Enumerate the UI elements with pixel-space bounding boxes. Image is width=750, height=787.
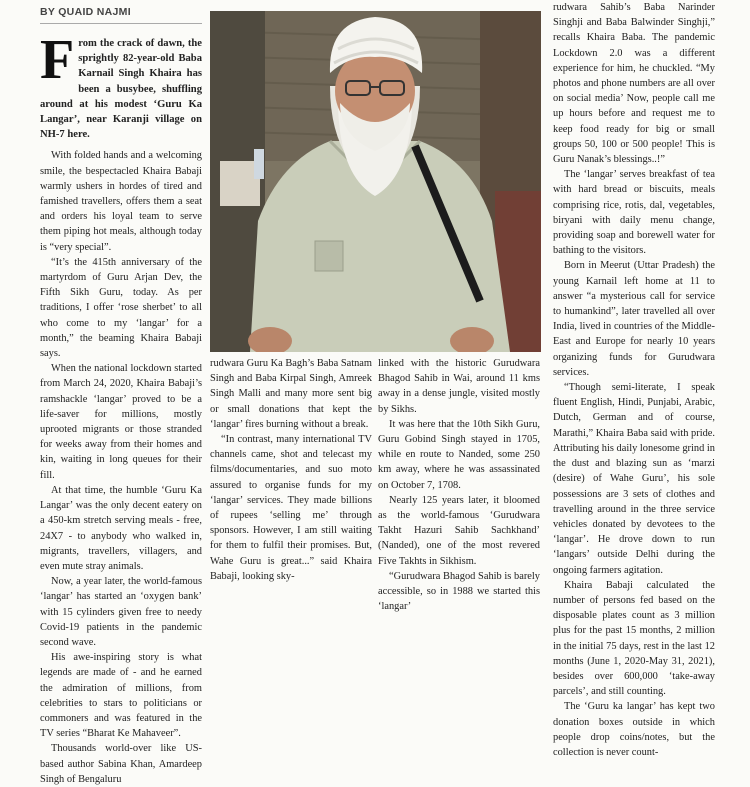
article-column-3 <box>378 356 540 614</box>
article-column-1 <box>40 0 202 787</box>
article-photo <box>210 11 541 352</box>
paragraph: At that time, the humble ‘Guru Ka Langar’ was the only decent eatery on a 450-km stretch serving meals - free, 24X7 - to anybody who walked in, migrants, travellers, villagers, and even mute stray animals. <box>40 484 202 572</box>
paragraph: Khaira Babaji calculated the number of persons fed based on the disposable plates count as 3 million plus for the past 15 months, 2 million in the initial 75 days, rest in the last 12 months (June 1, 2020-May 31, 2021), besides over 600,000 ‘take-away parcels’, and still counting. <box>553 579 715 698</box>
drop-cap: F <box>40 29 75 91</box>
lede-paragraph <box>40 29 202 142</box>
paragraph: Born in Meerut (Uttar Pradesh) the young Karnail left home at 11 to answer “a mysterious call for service to humankind”, later travelled all over India, lived in countries of the Middle-East and Europe for nearly 10 years organizing funds for Gurudwara services. <box>553 260 715 378</box>
paragraph: The ‘langar’ serves breakfast of tea with hard bread or biscuits, meals comprising rice, rotis, dal, vegetables, biryani with daily menu change, providing soap and borewell water for bathing to the visitors. <box>553 169 715 257</box>
byline: BY QUAID NAJMI <box>40 0 202 24</box>
paragraph: rudwara Guru Ka Bagh’s Baba Satnam Singh and Baba Kirpal Singh, Amreek Singh Malli and many more sent big or small donations that kept the ‘langar’ fires burning without a break. <box>210 358 372 430</box>
paragraph: The ‘Guru ka langar’ has kept two donation boxes outside in which people drop coins/notes, but the collection is never count- <box>553 701 715 758</box>
paragraph: Now, a year later, the world-famous ‘langar’ has started an ‘oxygen bank’ with 15 cylinders given free to needy Covid-19 patients in the pandemic second wave. <box>40 576 202 648</box>
paragraph: His awe-inspiring story is what legends are made of - and he earned the admiration of millions, from celebrities to stars to politicians or commoners and was featured in the TV series “Bharat Ke Mahaveer”. <box>40 652 202 740</box>
paragraph: rudwara Sahib’s Baba Narinder Singhji and Baba Balwinder Singhji,” recalls Khaira Baba. The pandemic Lockdown 2.0 was a different experience for him, he chuckled. “My photos and phone numbers are all over on social media’ Now, people call me up hours before and request me to keep food ready for big or small groups 50, 100 or 500 people! This is Guru Nanak’s blessings..!” <box>553 2 715 166</box>
paragraph: “In contrast, many international TV channels came, shot and telecast my films/documentaries, and suo moto assured to organise funds for my ‘langar’ services. They made billions of rupees ‘selling me’ through sponsors. However, I am still waiting for them to fulfil their promises. But, Wahe Guru is great...” said Khaira Babaji, looking sky- <box>210 434 372 582</box>
paragraph: linked with the historic Gurudwara Bhagod Sahib in Wai, around 11 kms away in a dense jungle, visited mostly by Sikhs. <box>378 358 540 415</box>
paragraph: “Though semi-literate, I speak fluent English, Hindi, Punjabi, Arabic, Dutch, German and of course, Marathi,” Khaira Baba said with pride. Attributing his daily lonesome grind in the dust and blazing sun as ‘marzi (desire) of Wahe Guru’, his sole possessions are 3 sets of clothes and travelling around in the three service vehicles donated by devotees to the ‘langar’. He drove down to run ‘langars’ outside Delhi during the ongoing farmers agitation. <box>553 382 715 576</box>
article-column-4 <box>553 0 715 760</box>
paragraph: When the national lockdown started from March 24, 2020, Khaira Babaji’s ramshackle ‘langar’ proved to be a life-saver for millions, mostly uprooted migrants or those stranded for weeks away from their homes and kin, waiting in long queues for their fill. <box>40 363 202 481</box>
lede-text: rom the crack of dawn, the sprightly 82-year-old Baba Karnail Singh Khaira has been a busybee, shuffling around at his modest ‘Guru Ka Langar’, near Karanji village on NH-7 here. <box>40 38 202 141</box>
paragraph: Nearly 125 years later, it bloomed as the world-famous ‘Gurudwara Takht Hazuri Sahib Sachkhand’ (Nanded), one of the most revered Five Takhts in Sikhism. <box>378 494 540 567</box>
paragraph: It was here that the 10th Sikh Guru, Guru Gobind Singh stayed in 1705, while en route to Nanded, some 250 km away, where he was assassinated on October 7, 1708. <box>378 418 540 491</box>
paragraph: “It’s the 415th anniversary of the martyrdom of Guru Arjan Dev, the Fifth Sikh Guru, today. As per traditions, I offer ‘rose sherbet’ to all who come to my ‘langar’ for a month,” the beaming Khaira Babaji says. <box>40 256 202 360</box>
portrait-illustration <box>210 11 541 352</box>
paragraph: Thousands world-over like US-based author Sabina Khan, Amardeep Singh of Bengaluru <box>40 743 202 785</box>
paragraph: With folded hands and a welcoming smile, the bespectacled Khaira Babaji warmly ushers in hordes of tired and famished travellers, offers them a seat and orders his loyal team to serve them piping hot meals, although today is “very special”. <box>40 150 202 253</box>
article-column-2 <box>210 356 372 584</box>
paragraph: “Gurudwara Bhagod Sahib is barely accessible, so in 1988 we started this ‘langar’ <box>378 570 540 613</box>
